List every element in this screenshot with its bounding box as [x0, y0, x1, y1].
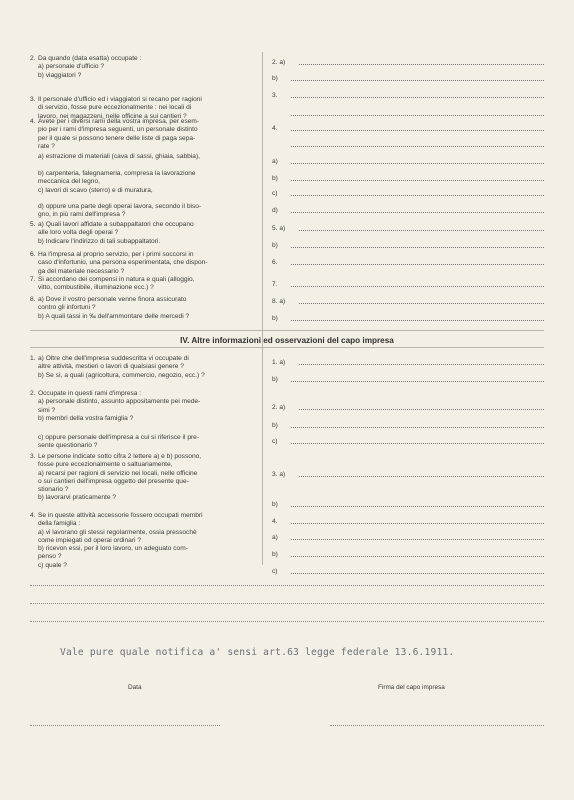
- question-text: simi ?: [38, 406, 56, 414]
- answer-label: c): [272, 438, 278, 445]
- question-text: o sui cantieri dell'impresa oggetto del presente que-: [38, 477, 189, 485]
- answer-field-a4b[interactable]: [272, 174, 544, 182]
- question-text: Avete per i diversi rami della vostra impresa, per esem-: [38, 118, 200, 125]
- answer-field-a2a[interactable]: [272, 58, 544, 66]
- question-number: 3.: [30, 96, 36, 103]
- question-text: come impiegati od operai ordinari ?: [38, 536, 141, 544]
- question-number: [30, 135, 38, 143]
- answer-line[interactable]: [299, 358, 544, 365]
- question-number: 3.: [30, 453, 36, 460]
- answer-field-a4a[interactable]: [272, 157, 544, 165]
- answer-field-a3x[interactable]: [272, 109, 544, 117]
- typed-stamp: Vale pure quale notifica a' sensi art.63 legge federale 13.6.1911.: [60, 647, 455, 658]
- question-text: vitto, combustibile, illuminazione ecc.) ?: [38, 284, 154, 292]
- answer-label: 2. a): [272, 404, 286, 411]
- question-number: [30, 268, 38, 276]
- question-text: Se in queste attività accessorie fossero occupati membri: [38, 512, 203, 519]
- question-number: 5.: [30, 221, 36, 228]
- answer-line[interactable]: [291, 280, 544, 287]
- question-text: b) ricevon essi, per il loro lavoro, un adeguato com-: [38, 545, 188, 553]
- answer-label: 8. a): [272, 298, 286, 305]
- answer-label: 4.: [272, 125, 278, 132]
- question-text: per il quale si possono tenere delle liste di paga sepa-: [38, 134, 196, 142]
- answer-field-b3b[interactable]: [272, 500, 544, 508]
- answer-field-a5b[interactable]: [272, 241, 544, 249]
- question-number: [30, 63, 38, 71]
- answer-field-b2a[interactable]: [272, 403, 544, 411]
- question-number: [30, 72, 38, 80]
- question-number: [30, 313, 38, 321]
- answer-label: 7.: [272, 281, 278, 288]
- notes-line[interactable]: [30, 621, 544, 622]
- answer-line[interactable]: [299, 297, 544, 304]
- answer-field-a6[interactable]: [272, 258, 544, 266]
- answer-line[interactable]: [291, 140, 544, 147]
- question-number: [30, 104, 38, 112]
- question-q4c: [30, 187, 254, 195]
- answer-line[interactable]: [291, 91, 544, 98]
- question-number: [30, 259, 38, 267]
- answer-label: b): [272, 551, 278, 558]
- answer-line[interactable]: [291, 157, 544, 164]
- answer-field-a3[interactable]: [272, 91, 544, 99]
- question-number: [30, 398, 38, 406]
- question-number: [30, 407, 38, 415]
- answer-field-b1a[interactable]: [272, 358, 544, 366]
- question-text: b) lavorarvi praticamente ?: [38, 494, 117, 502]
- question-text: c) lavori di scavo (sterro) e di muratura,: [38, 187, 153, 194]
- answer-field-a5a[interactable]: [272, 224, 544, 232]
- answer-label: 1. a): [272, 359, 286, 366]
- question-text: d) oppure una parte degli operai lavora, secondo il biso-: [38, 203, 202, 210]
- question-number: [30, 143, 38, 151]
- question-number: [30, 238, 38, 246]
- answer-label: b): [272, 376, 278, 383]
- question-number: [30, 545, 38, 553]
- answer-label: b): [272, 315, 278, 322]
- question-number: [30, 126, 38, 134]
- question-q8: [30, 296, 254, 321]
- question-text: c) quale ?: [38, 561, 67, 569]
- question-text: Occupate in questi rami d'impresa :: [38, 390, 142, 397]
- question-number: [30, 304, 38, 312]
- question-text: c) oppure personale dell'impresa a cui si riferisce il pre-: [38, 434, 200, 441]
- question-text: a) Dove il vostro personale venne finora assicurato: [38, 296, 187, 303]
- answer-label: b): [272, 75, 278, 82]
- question-number: 2.: [30, 55, 36, 62]
- signature-field[interactable]: [330, 725, 544, 726]
- answer-field-b2b[interactable]: [272, 421, 544, 429]
- question-text: altre attività, mestieri o lavori di qualsiasi genere ?: [38, 363, 184, 371]
- question-text: a) Oltre che dell'impresa suddescritta vi occupate di: [38, 355, 189, 362]
- answer-label: c): [272, 568, 278, 575]
- answer-label: b): [272, 501, 278, 508]
- question-text: Il personale d'ufficio ed i viaggiatori si recano per ragioni: [38, 96, 202, 103]
- answer-label: a): [272, 158, 278, 165]
- question-text: gno, in più rami dell'impresa ?: [38, 211, 126, 219]
- answer-field-a2b[interactable]: [272, 74, 544, 82]
- question-number: [30, 529, 38, 537]
- question-number: 7.: [30, 276, 36, 283]
- answer-field-a8b[interactable]: [272, 314, 544, 322]
- question-number: [30, 415, 38, 423]
- answer-line[interactable]: [299, 470, 544, 477]
- question-text: Si accordano dei compensi in natura e quali (alloggio,: [38, 276, 195, 283]
- answer-line[interactable]: [291, 567, 544, 574]
- question-q4d: [30, 203, 254, 220]
- question-number: [30, 434, 38, 442]
- question-number: 1.: [30, 355, 36, 362]
- answer-label: 2. a): [272, 59, 286, 66]
- column-divider: [262, 52, 263, 565]
- question-q4b: [30, 170, 254, 187]
- answer-field-b4a[interactable]: [272, 533, 544, 541]
- answer-line[interactable]: [291, 174, 544, 181]
- question-number: [30, 203, 38, 211]
- question-number: [30, 442, 38, 450]
- answer-line[interactable]: [291, 241, 544, 248]
- answer-line[interactable]: [291, 74, 544, 81]
- answer-label: c): [272, 190, 278, 197]
- answer-field-a7[interactable]: [272, 280, 544, 288]
- question-text: alle loro volta degli operai ?: [38, 229, 119, 237]
- question-text: b) membri della vostra famiglia ?: [38, 414, 134, 422]
- answer-label: 5. a): [272, 225, 286, 232]
- question-number: [30, 470, 38, 478]
- question-text: b) viaggiatori ?: [38, 71, 82, 79]
- answer-line[interactable]: [291, 550, 544, 557]
- answer-label: 3. a): [272, 471, 286, 478]
- question-number: [30, 537, 38, 545]
- question-number: 4.: [30, 118, 36, 125]
- question-number: 4.: [30, 512, 36, 519]
- question-text: a) vi lavorano gli stessi regolarmente, ossia pressochè: [38, 528, 197, 536]
- question-s2c: [30, 434, 254, 451]
- signature-label: Firma del capo impresa: [378, 684, 445, 691]
- answer-label: b): [272, 175, 278, 182]
- answer-line[interactable]: [291, 109, 544, 116]
- question-number: [30, 520, 38, 528]
- question-q5: [30, 221, 254, 246]
- answer-field-a4x[interactable]: [272, 140, 544, 148]
- question-number: [30, 187, 38, 195]
- answer-label: a): [272, 534, 278, 541]
- answer-line[interactable]: [299, 58, 544, 65]
- answer-field-a4c[interactable]: [272, 189, 544, 197]
- question-text: contro gli infortuni ?: [38, 304, 96, 312]
- question-number: [30, 562, 38, 570]
- answer-field-b4c[interactable]: [272, 567, 544, 575]
- question-text: ga del materiale necessario ?: [38, 267, 125, 275]
- question-text: pio per i rami d'impresa seguenti, un personale distinto: [38, 126, 198, 134]
- answer-line[interactable]: [299, 224, 544, 231]
- question-text: b) A quali tassi in ‰ dell'ammontare delle mercedi ?: [38, 312, 190, 320]
- answer-field-b4b[interactable]: [272, 550, 544, 558]
- answer-label: b): [272, 422, 278, 429]
- question-s1: [30, 355, 254, 380]
- question-q4: [30, 118, 254, 151]
- question-text: lavoro, nei magazzeni, nelle officine a sui cantieri ?: [38, 112, 187, 120]
- answer-line[interactable]: [291, 517, 544, 524]
- answer-field-b1b[interactable]: [272, 375, 544, 383]
- question-number: 6.: [30, 251, 36, 258]
- question-q4a: [30, 153, 254, 161]
- answer-field-b2c[interactable]: [272, 437, 544, 445]
- section-rule: [30, 330, 544, 331]
- question-number: [30, 494, 38, 502]
- question-number: 2.: [30, 390, 36, 397]
- answer-label: b): [272, 242, 278, 249]
- question-number: [30, 486, 38, 494]
- question-text: Ha l'impresa al proprio servizio, per i primi soccorsi in: [38, 251, 194, 258]
- answer-line[interactable]: [291, 375, 544, 382]
- question-text: a) personale distinto, assunto appositamente pei mede-: [38, 398, 201, 406]
- section-title: IV. Altre informazioni ed osservazioni del capo impresa: [180, 336, 394, 345]
- question-q2: [30, 55, 254, 80]
- question-text: meccanica del legno,: [38, 178, 100, 186]
- question-text: b) carpenteria, falegnameria, compresa la lavorazione: [38, 170, 196, 177]
- question-text: Da quando (data esatta) occupate :: [38, 55, 142, 62]
- question-number: [30, 229, 38, 237]
- question-text: della famiglia :: [38, 520, 81, 528]
- answer-line[interactable]: [291, 258, 544, 265]
- answer-line[interactable]: [291, 314, 544, 321]
- question-number: [30, 553, 38, 561]
- answer-field-a4d[interactable]: [272, 206, 544, 214]
- question-text: fosse pure eccezionalmente o saltuariamente,: [38, 461, 173, 469]
- question-s3: [30, 453, 254, 503]
- question-number: [30, 478, 38, 486]
- answer-label: 3.: [272, 92, 278, 99]
- question-number: [30, 363, 38, 371]
- answer-label: 4.: [272, 518, 278, 525]
- question-number: [30, 153, 38, 161]
- answer-field-a8a[interactable]: [272, 297, 544, 305]
- answer-line[interactable]: [299, 403, 544, 410]
- question-number: [30, 211, 38, 219]
- question-text: penso ?: [38, 553, 62, 561]
- answer-line[interactable]: [291, 421, 544, 428]
- notes-line[interactable]: [30, 603, 544, 604]
- question-number: [30, 178, 38, 186]
- question-text: rate ?: [38, 142, 55, 150]
- answer-line[interactable]: [291, 124, 544, 131]
- question-text: a) personale d'ufficio ?: [38, 63, 105, 71]
- question-q7: [30, 276, 254, 293]
- question-number: [30, 170, 38, 178]
- question-text: stionario ?: [38, 486, 69, 494]
- question-text: b) Indicare l'indirizzo di tali subappaltatori.: [38, 237, 161, 245]
- question-number: 8.: [30, 296, 36, 303]
- question-text: Le persone indicate sotto cifra 2 lettere a) e b) possono,: [38, 453, 202, 460]
- answer-field-b3a[interactable]: [272, 470, 544, 478]
- answer-line[interactable]: [291, 206, 544, 213]
- question-text: sente questionario ?: [38, 442, 98, 450]
- answer-label: 6.: [272, 259, 278, 266]
- question-number: [30, 461, 38, 469]
- notes-line[interactable]: [30, 585, 544, 586]
- answer-line[interactable]: [291, 533, 544, 540]
- answer-line[interactable]: [291, 189, 544, 196]
- section-rule: [30, 347, 544, 348]
- answer-label: d): [272, 207, 278, 214]
- date-label: Data: [128, 684, 142, 691]
- answer-line[interactable]: [291, 500, 544, 507]
- answer-field-b4[interactable]: [272, 517, 544, 525]
- question-s4: [30, 512, 254, 570]
- question-text: a) Quali lavori affidate a subappaltatori che occupano: [38, 221, 194, 228]
- question-s2: [30, 390, 254, 423]
- question-text: a) recarsi per ragioni di servizio nei locali, nelle officine: [38, 469, 198, 477]
- answer-field-a4[interactable]: [272, 124, 544, 132]
- question-text: b) Se sì, a quali (agricoltura, commercio, negozio, ecc.) ?: [38, 371, 205, 379]
- question-number: [30, 372, 38, 380]
- question-text: di servizio, fosse pure eccezionalmente : nei locali di: [38, 104, 192, 112]
- question-text: a) estrazione di materiali (cava di sassi, ghiaia, sabbia),: [38, 153, 200, 160]
- question-q6: [30, 251, 254, 276]
- answer-line[interactable]: [291, 437, 544, 444]
- date-field[interactable]: [30, 725, 220, 726]
- question-number: [30, 284, 38, 292]
- question-text: caso d'infortunio, una persona esperimentata, che dispon-: [38, 259, 208, 267]
